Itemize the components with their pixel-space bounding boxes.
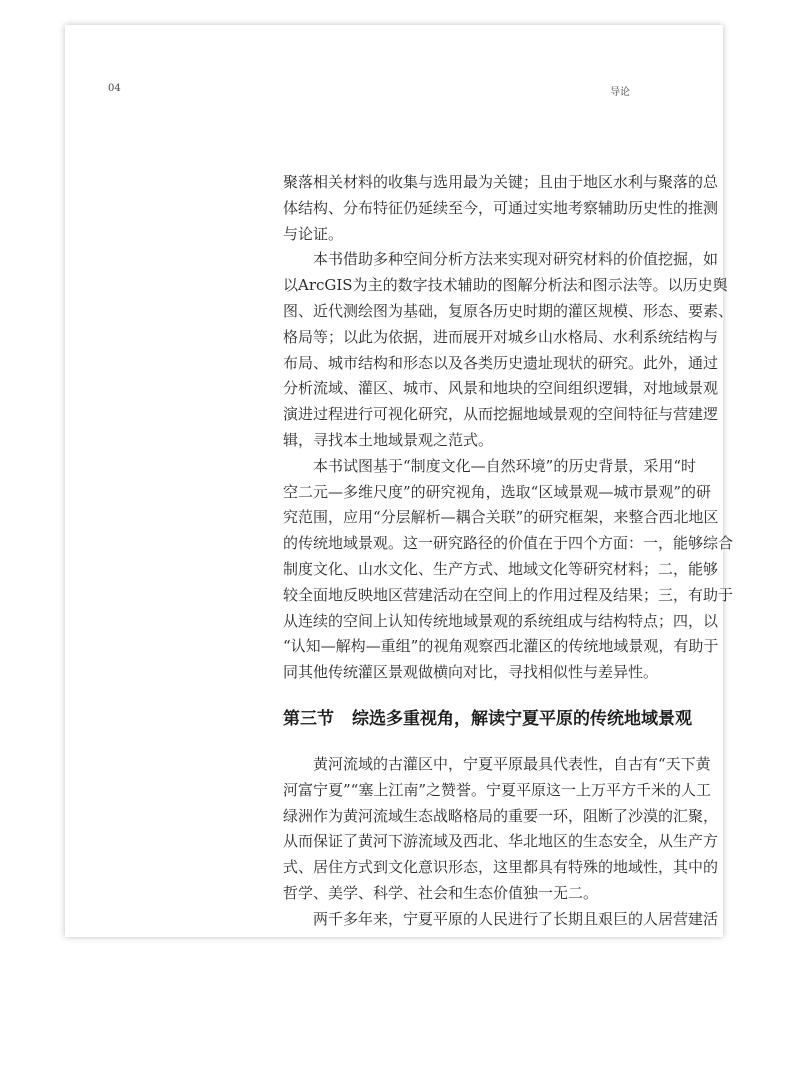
- text-line: 体结构、分布特征仍延续至今，可通过实地考察辅助历史性的推测: [283, 198, 719, 217]
- text-line: 从连续的空间上认知传统地域景观的系统组成与结构特点；四，以: [283, 611, 719, 630]
- text-line: 同其他传统灌区景观做横向对比，寻找相似性与差异性。: [283, 663, 659, 682]
- paragraph: [283, 247, 734, 453]
- paragraph: [283, 170, 719, 247]
- text-line: 究范围，应用“分层解析—耦合关联”的研究框架，来整合西北地区: [283, 508, 719, 527]
- text-line: 以ArcGIS为主的数字技术辅助的图解分析法和图示法等。以历史舆: [283, 276, 728, 295]
- text-line: 图、近代测绘图为基础，复原各历史时期的灌区规模、形态、要素、: [283, 301, 734, 320]
- text-line: 空二元—多维尺度”的研究视角，选取“区域景观—城市景观”的研: [283, 482, 712, 501]
- text-line: 绿洲作为黄河流域生态战略格局的重要一环，阻断了沙漠的汇聚，: [283, 806, 719, 825]
- section-heading: [283, 706, 692, 732]
- running-title: 导论: [610, 87, 630, 98]
- text-line: 式、居住方式到文化意识形态，这里都具有特殊的地域性，其中的: [283, 858, 719, 877]
- text-line: 演进过程进行可视化研究，从而挖掘地域景观的空间特征与营建逻: [283, 405, 719, 424]
- text-line: 河富宁夏”“塞上江南”之赞誉。宁夏平原这一上万平方千米的人工: [283, 780, 712, 799]
- book-page: [65, 25, 734, 937]
- text-line: 本书试图基于“制度文化—自然环境”的历史背景，采用“时: [313, 456, 697, 475]
- paragraph: [283, 907, 719, 933]
- text-line: 黄河流域的古灌区中，宁夏平原最具代表性，自古有“天下黄: [313, 754, 711, 773]
- page-body: [283, 170, 734, 933]
- paragraphs-before-section: [283, 170, 734, 686]
- paragraph: [283, 752, 719, 907]
- text-line: 两千多年来，宁夏平原的人民进行了长期且艰巨的人居营建活: [313, 909, 719, 928]
- text-line: 较全面地反映地区营建活动在空间上的作用过程及结果；三，有助于: [283, 585, 734, 604]
- paragraph: [283, 454, 734, 686]
- text-line: 与论证。: [283, 224, 344, 243]
- paragraphs-after-section: [283, 752, 719, 933]
- text-line: 本书借助多种空间分析方法来实现对研究材料的价值挖掘，如: [313, 250, 719, 269]
- text-line: 分析流域、灌区、城市、风景和地块的空间组织逻辑，对地域景观: [283, 379, 719, 398]
- text-line: 辑，寻找本土地域景观之范式。: [283, 430, 494, 449]
- text-line: 的传统地域景观。这一研究路径的价值在于四个方面：一，能够综合: [283, 534, 734, 553]
- section-number: 第三节: [283, 708, 334, 729]
- text-line: 制度文化、山水文化、生产方式、地域文化等研究材料；二，能够: [283, 559, 719, 578]
- text-line: 从而保证了黄河下游流域及西北、华北地区的生态安全，从生产方: [283, 832, 719, 851]
- text-line: 哲学、美学、科学、社会和生态价值独一无二。: [283, 883, 599, 902]
- text-line: 布局、城市结构和形态以及各类历史遗址现状的研究。此外，通过: [283, 353, 719, 372]
- section-title: 综选多重视角，解读宁夏平原的传统地域景观: [352, 708, 692, 729]
- text-line: 格局等；以此为依据，进而展开对城乡山水格局、水利系统结构与: [283, 327, 719, 346]
- text-line: 聚落相关材料的收集与选用最为关键；且由于地区水利与聚落的总: [283, 173, 719, 191]
- text-line: “认知—解构—重组”的视角观察西北灌区的传统地域景观，有助于: [283, 637, 719, 656]
- page-number: 04: [108, 83, 121, 94]
